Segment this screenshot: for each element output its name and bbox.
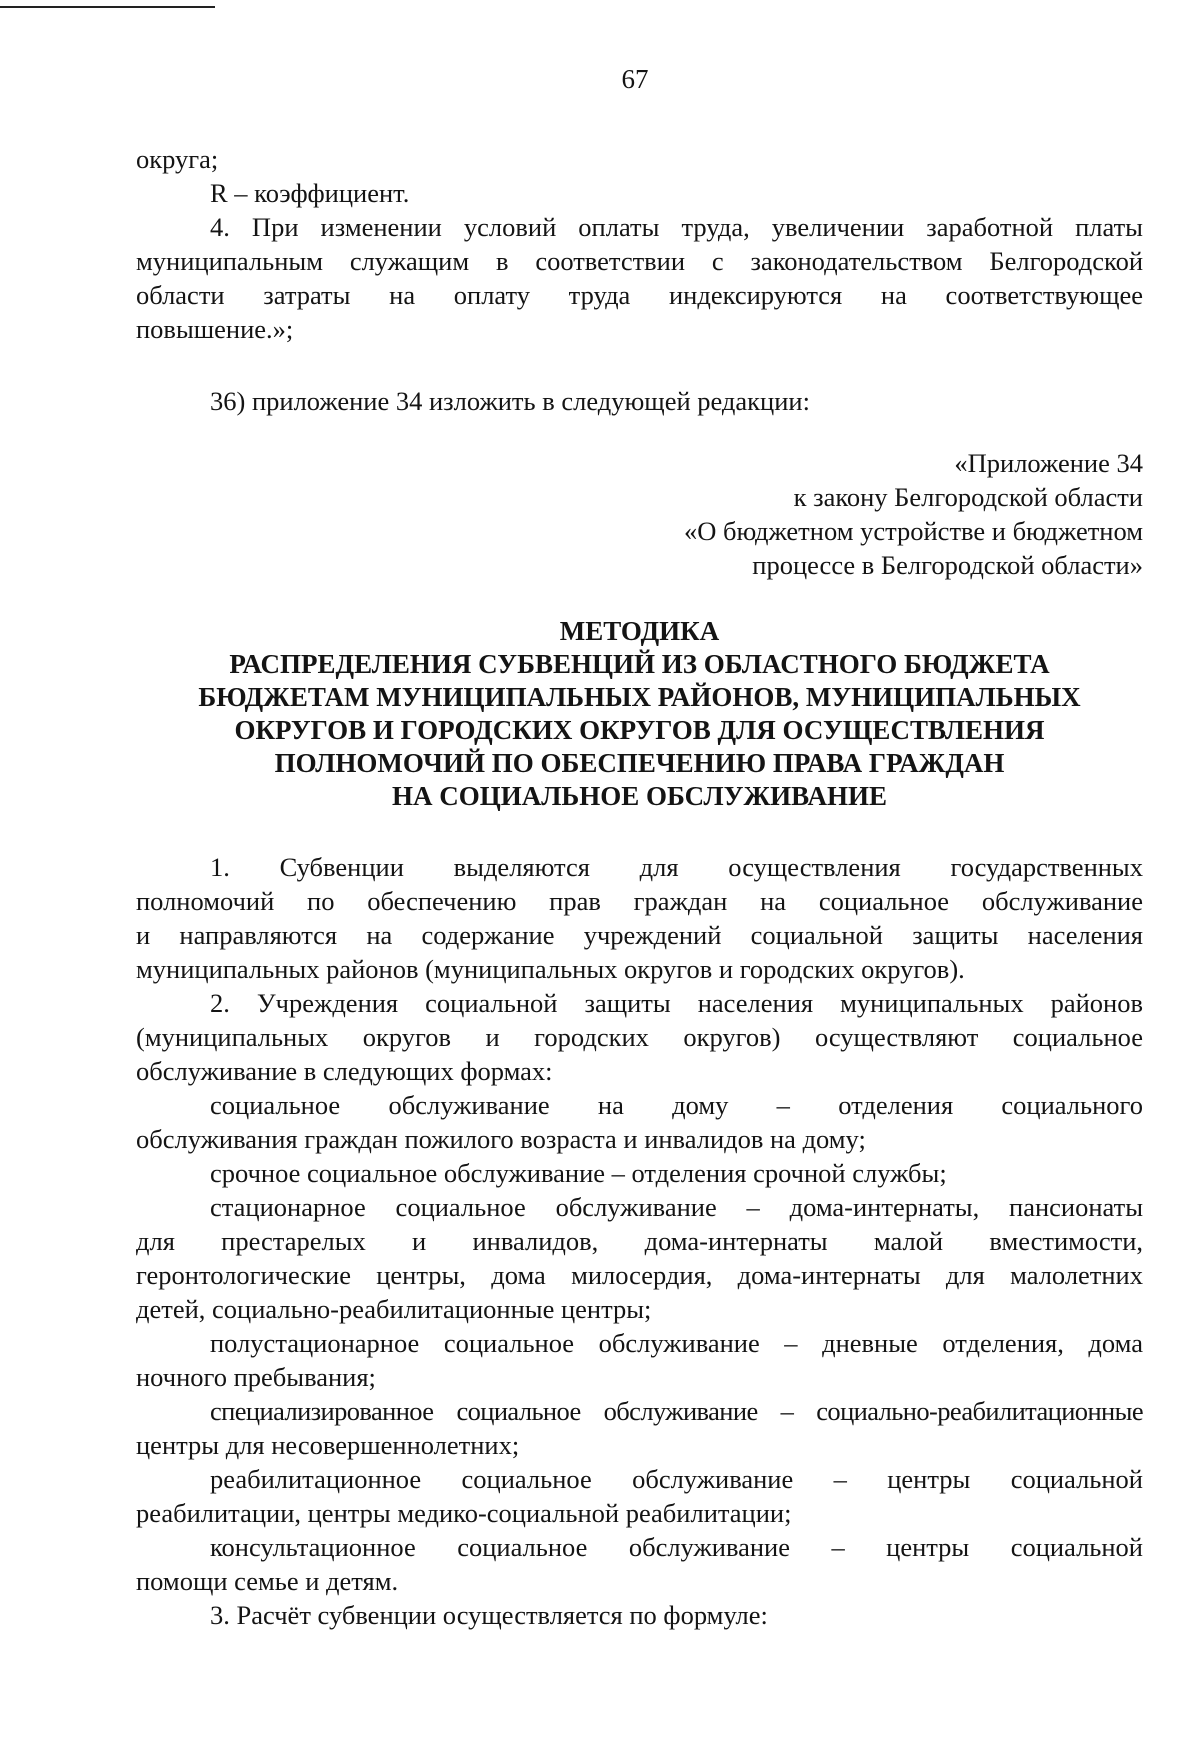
- title-line: ОКРУГОВ И ГОРОДСКИХ ОКРУГОВ ДЛЯ ОСУЩЕСТВЛЕНИЯ: [234, 715, 1045, 745]
- appendix-line: к закону Белгородской области: [793, 482, 1143, 512]
- intro-paragraph: [136, 142, 1143, 346]
- title-line: ПОЛНОМОЧИЙ ПО ОБЕСПЕЧЕНИЮ ПРАВА ГРАЖДАН: [274, 748, 1005, 778]
- text-line: стационарное социальное обслуживание – дома-интернаты, пансионаты: [210, 1192, 1143, 1222]
- text-line: центры для несовершеннолетних;: [136, 1430, 520, 1460]
- text-line: для престарелых и инвалидов, дома-интернаты малой вместимости,: [136, 1226, 1143, 1256]
- text-line: муниципальных районов (муниципальных округов и городских округов).: [136, 954, 965, 984]
- appendix-line: процессе в Белгородской области»: [752, 550, 1143, 580]
- text-line: муниципальным служащим в соответствии с законодательством Белгородской: [136, 246, 1143, 276]
- text-line: помощи семье и детям.: [136, 1566, 399, 1596]
- text-line: реабилитации, центры медико-социальной реабилитации;: [136, 1498, 792, 1528]
- title-line: БЮДЖЕТАМ МУНИЦИПАЛЬНЫХ РАЙОНОВ, МУНИЦИПАЛЬНЫХ: [198, 682, 1081, 712]
- text-line: 4. При изменении условий оплаты труда, увеличении заработной платы: [210, 212, 1143, 242]
- text-line: срочное социальное обслуживание – отделения срочной службы;: [210, 1158, 947, 1188]
- appendix-header: [684, 446, 1143, 582]
- text-line: округа;: [136, 144, 219, 174]
- appendix-line: «О бюджетном устройстве и бюджетном: [684, 516, 1143, 546]
- text-line: 2. Учреждения социальной защиты населения муниципальных районов: [210, 988, 1143, 1018]
- text-line: и направляются на содержание учреждений социальной защиты населения: [136, 920, 1143, 950]
- text-line: (муниципальных округов и городских округов) осуществляют социальное: [136, 1022, 1143, 1052]
- text-line: полномочий по обеспечению прав граждан на социальное обслуживание: [136, 886, 1143, 916]
- text-line: полустационарное социальное обслуживание – дневные отделения, дома: [210, 1328, 1143, 1358]
- text-line: ночного пребывания;: [136, 1362, 376, 1392]
- text-line: области затраты на оплату труда индексируются на соответствующее: [136, 280, 1143, 310]
- text-line: обслуживания граждан пожилого возраста и инвалидов на дому;: [136, 1124, 866, 1154]
- document-title: [136, 615, 1143, 813]
- methodology-body: [136, 850, 1143, 1632]
- amendment-paragraph: [136, 384, 1143, 418]
- text-line: 1. Субвенции выделяются для осуществления государственных: [210, 852, 1143, 882]
- text-line: обслуживание в следующих формах:: [136, 1056, 553, 1086]
- page-number: 67: [621, 64, 649, 94]
- appendix-line: «Приложение 34: [954, 448, 1143, 478]
- text-line: детей, социально-реабилитационные центры;: [136, 1294, 652, 1324]
- text-line: геронтологические центры, дома милосердия, дома-интернаты для малолетних: [136, 1260, 1143, 1290]
- top-rule-divider: [0, 6, 215, 8]
- text-line: повышение.»;: [136, 314, 294, 344]
- amendment-line: 36) приложение 34 изложить в следующей редакции:: [210, 386, 810, 416]
- title-line: НА СОЦИАЛЬНОЕ ОБСЛУЖИВАНИЕ: [392, 781, 887, 811]
- text-line: социальное обслуживание на дому – отделения социального: [210, 1090, 1143, 1120]
- title-line: РАСПРЕДЕЛЕНИЯ СУБВЕНЦИЙ ИЗ ОБЛАСТНОГО БЮДЖЕТА: [229, 649, 1050, 679]
- text-line: 3. Расчёт субвенции осуществляется по формуле:: [210, 1600, 768, 1630]
- text-line: R – коэффициент.: [210, 178, 410, 208]
- title-line: МЕТОДИКА: [559, 616, 720, 646]
- text-line: консультационное социальное обслуживание – центры социальной: [210, 1532, 1143, 1562]
- text-line: специализированное социальное обслуживание – социально-реабилитационные: [210, 1396, 1143, 1426]
- text-line: реабилитационное социальное обслуживание – центры социальной: [210, 1464, 1143, 1494]
